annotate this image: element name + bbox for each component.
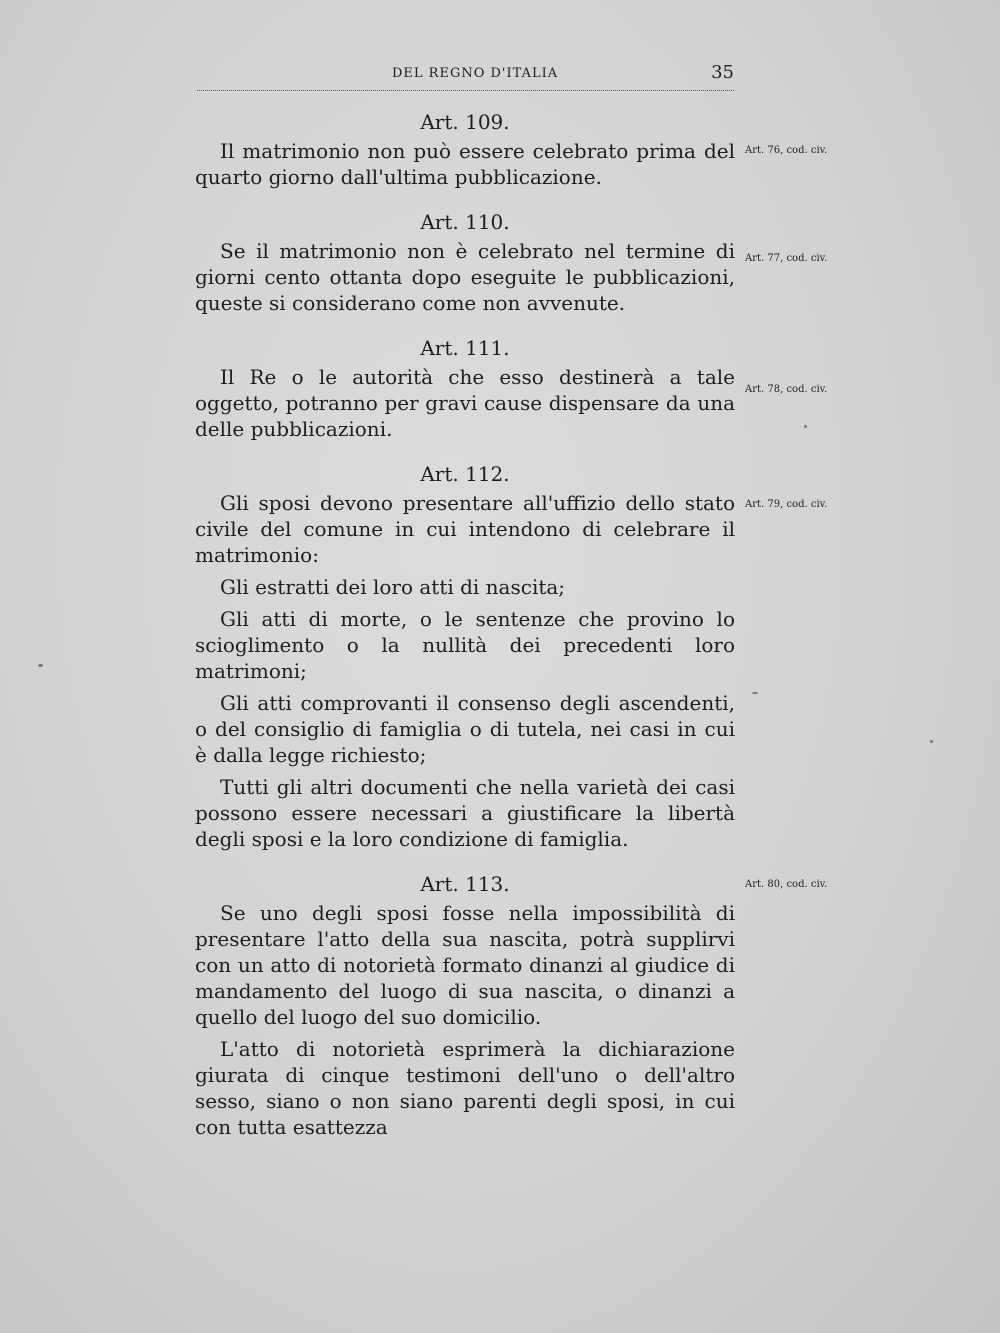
paragraph: Se uno degli sposi fosse nella impossibilità di presentare l'atto della sua nascita, potrà supplirvi con un atto di notorietà formato dinanzi al giudice di mandamento del luogo di sua nascita, o dinanzi a quello del luogo del suo domicilio. [195, 901, 735, 1029]
paragraph: Il matrimonio non può essere celebrato prima del quarto giorno dall'ultima pubblicazione. [195, 139, 735, 189]
paragraph: Il Re o le autorità che esso destinerà a tale oggetto, potranno per gravi cause dispensare da una delle pubblicazioni. [195, 365, 735, 441]
paper-speck [752, 692, 758, 694]
margin-note: Art. 79, cod. civ. [745, 499, 828, 510]
article-body [195, 364, 735, 442]
article-body [195, 900, 735, 1140]
paragraph: L'atto di notorietà esprimerà la dichiarazione giurata di cinque testimoni dell'uno o dell'altro sesso, siano o non siano parenti degli sposi, in cui con tutta esattezza [195, 1037, 735, 1139]
text-column [195, 108, 735, 1158]
article-title: Art. 109. [420, 110, 510, 134]
margin-note: Art. 78, cod. civ. [745, 384, 828, 395]
margin-note: Art. 77, cod. civ. [745, 253, 828, 264]
paragraph: Gli sposi devono presentare all'uffizio dello stato civile del comune in cui intendono di celebrare il matrimonio: [195, 491, 735, 567]
article-title: Art. 113. [420, 872, 510, 896]
article-110 [195, 208, 735, 316]
article-body [195, 138, 735, 190]
paragraph: Gli atti di morte, o le sentenze che provino lo scioglimento o la nullità dei precedenti loro matrimoni; [195, 607, 735, 683]
article-111 [195, 334, 735, 442]
article-112 [195, 460, 735, 852]
article-body [195, 238, 735, 316]
margin-note: Art. 76, cod. civ. [745, 145, 828, 156]
paragraph: Gli estratti dei loro atti di nascita; [220, 575, 566, 599]
running-title: DEL REGNO D'ITALIA [392, 66, 559, 81]
paper-speck [930, 740, 933, 743]
article-title: Art. 110. [420, 210, 510, 234]
article-title: Art. 111. [420, 336, 510, 360]
paragraph: Tutti gli altri documenti che nella varietà dei casi possono essere necessari a giustificare la libertà degli sposi e la loro condizione di famiglia. [195, 775, 735, 851]
page-number: 35 [711, 62, 734, 83]
article-109 [195, 108, 735, 190]
article-title: Art. 112. [420, 462, 510, 486]
article-113 [195, 870, 735, 1140]
paragraph: Se il matrimonio non è celebrato nel termine di giorni cento ottanta dopo eseguite le pubblicazioni, queste si considerano come non avvenute. [195, 239, 735, 315]
paper-speck [804, 425, 807, 428]
page-header [197, 62, 734, 91]
paper-speck [38, 664, 43, 667]
article-body [195, 490, 735, 852]
paragraph: Gli atti comprovanti il consenso degli ascendenti, o del consiglio di famiglia o di tutela, nei casi in cui è dalla legge richiesto; [195, 691, 735, 767]
margin-note: Art. 80, cod. civ. [745, 879, 828, 890]
